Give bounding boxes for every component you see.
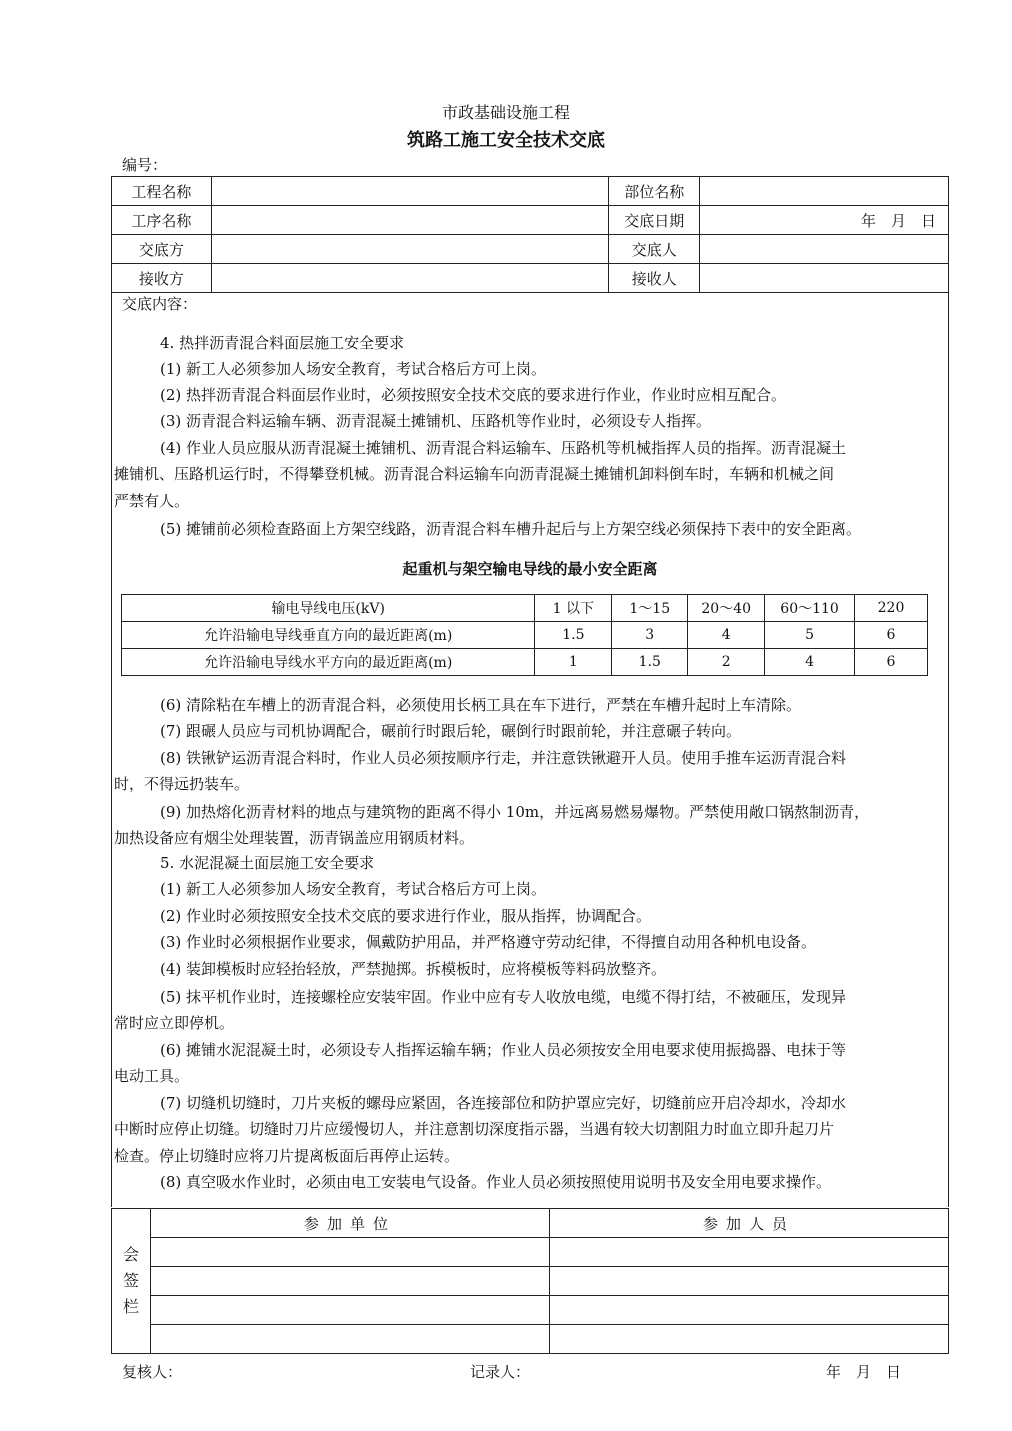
issuer-field[interactable] [211, 235, 608, 264]
process-name-label: 工序名称 [112, 206, 212, 235]
content-label: 交底内容： [122, 295, 198, 313]
content-line: (5) 摊铺前必须检查路面上方架空线路，沥青混合料车槽升起后与上方架空线必须保持下表中的安全距离。 [160, 520, 862, 538]
person-field[interactable] [549, 1267, 948, 1296]
content-line: (3) 作业时必须根据作业要求，佩戴防护用品，并严格遵守劳动纪律，不得擅自动用各种机电设备。 [160, 933, 817, 951]
distance-table-cell: 1 [535, 649, 612, 676]
project-name-label: 工程名称 [112, 177, 212, 206]
content-line: 摊铺机、压路机运行时，不得攀登机械。沥青混合料运输车向沥青混凝土摊铺机卸料倒车时，车辆和机械之间 [114, 465, 835, 483]
distance-table-cell: 4 [688, 622, 765, 649]
content-line: (9) 加热熔化沥青材料的地点与建筑物的距离不得小 10m，并远离易燃易爆物。严禁使用敞口锅熬制沥青， [160, 803, 870, 821]
info-table [111, 176, 949, 293]
unit-header: 参加单位 [150, 1209, 549, 1238]
unit-field[interactable] [150, 1325, 549, 1354]
content-line: (2) 作业时必须按照安全技术交底的要求进行作业，服从指挥，协调配合。 [160, 907, 652, 925]
distance-table-cell: 允许沿输电导线垂直方向的最近距离(m) [122, 622, 535, 649]
footer-date-label: 年 月 日 [826, 1363, 902, 1381]
issuer-label: 交底方 [112, 235, 212, 264]
content-section [111, 290, 949, 1207]
content-line: 中断时应停止切缝。切缝时刀片应缓慢切人，并注意割切深度指示器，当遇有较大切割阻力时血立即升起刀片 [114, 1120, 835, 1138]
distance-table-header-cell: 220 [855, 595, 928, 622]
content-line: 严禁有人。 [114, 492, 190, 510]
content-line: (7) 切缝机切缝时，刀片夹板的螺母应紧固，各连接部位和防护罩应完好，切缝前应开启冷却水，冷却水 [160, 1094, 847, 1112]
content-line: (7) 跟碾人员应与司机协调配合，碾前行时跟后轮，碾倒行时跟前轮，并注意碾子转向。 [160, 722, 742, 740]
content-line: (8) 铁锹铲运沥青混合料时，作业人员必须按顺序行走，并注意铁锹避开人员。使用手推车运沥青混合料 [160, 749, 847, 767]
sign-table [111, 1208, 949, 1354]
issuer-person-label: 交底人 [609, 235, 700, 264]
distance-table-header-cell: 20～40 [688, 595, 765, 622]
distance-table-cell: 2 [688, 649, 765, 676]
content-line: 加热设备应有烟尘处理装置，沥青锅盖应用钢质材料。 [114, 829, 475, 847]
distance-table-cell: 6 [855, 622, 928, 649]
part-name-label: 部位名称 [609, 177, 700, 206]
distance-table [121, 594, 928, 676]
content-line: (8) 真空吸水作业时，必须由电工安装电气设备。作业人员必须按照使用说明书及安全用电要求操作。 [160, 1173, 832, 1191]
distance-table-cell: 4 [765, 649, 855, 676]
process-name-field[interactable] [211, 206, 608, 235]
content-line: 4. 热拌沥青混合料面层施工安全要求 [160, 334, 405, 352]
distance-table-cell: 5 [765, 622, 855, 649]
content-line: (4) 装卸模板时应轻抬轻放，严禁抛掷。拆模板时，应将模板等料码放整齐。 [160, 960, 667, 978]
distance-table-header-cell: 1～15 [612, 595, 688, 622]
person-header: 参加人员 [549, 1209, 948, 1238]
person-field[interactable] [549, 1296, 948, 1325]
recorder-label: 记录人： [470, 1363, 531, 1381]
content-line: (3) 沥青混合料运输车辆、沥青混凝土摊铺机、压路机等作业时，必须设专人指挥。 [160, 412, 712, 430]
reviewer-label: 复核人： [122, 1363, 183, 1381]
content-line: 常时应立即停机。 [114, 1014, 235, 1032]
person-field[interactable] [549, 1238, 948, 1267]
content-line: (1) 新工人必须参加人场安全教育，考试合格后方可上岗。 [160, 880, 547, 898]
content-line: 电动工具。 [114, 1067, 190, 1085]
receiver-field[interactable] [211, 264, 608, 293]
content-line: (4) 作业人员应服从沥青混凝土摊铺机、沥青混合料运输车、压路机等机械指挥人员的指挥。沥青混凝土 [160, 439, 847, 457]
distance-table-cell: 允许沿输电导线水平方向的最近距离(m) [122, 649, 535, 676]
distance-table-header-cell: 60～110 [765, 595, 855, 622]
content-line: 5. 水泥混凝土面层施工安全要求 [160, 854, 375, 872]
person-field[interactable] [549, 1325, 948, 1354]
distance-table-cell: 1.5 [535, 622, 612, 649]
content-line: (6) 摊铺水泥混凝土时，必须设专人指挥运输车辆；作业人员必须按安全用电要求使用振捣器、电抹于等 [160, 1041, 847, 1059]
distance-table-title: 起重机与架空输电导线的最小安全距离 [402, 560, 658, 578]
date-field[interactable]: 年 月 日 [700, 206, 949, 235]
content-line: 时，不得远扔装车。 [114, 775, 250, 793]
distance-table-header-cell: 输电导线电压(kV) [122, 595, 535, 622]
document-subtitle: 市政基础设施工程 [441, 103, 570, 122]
document-title: 筑路工施工安全技术交底 [407, 130, 605, 151]
receiver-person-label: 接收人 [609, 264, 700, 293]
content-line: (5) 抹平机作业时，连接螺栓应安装牢固。作业中应有专人收放电缆，电缆不得打结，不被砸压，发现异 [160, 988, 847, 1006]
sign-side-char: 会 [122, 1245, 139, 1264]
distance-table-header-cell: 1 以下 [535, 595, 612, 622]
receiver-person-field[interactable] [700, 264, 949, 293]
project-name-field[interactable] [211, 177, 608, 206]
receiver-label: 接收方 [112, 264, 212, 293]
sign-side-char: 栏 [122, 1297, 139, 1316]
content-line: (2) 热拌沥青混合料面层作业时，必须按照安全技术交底的要求进行作业，作业时应相互配合。 [160, 386, 787, 404]
date-label: 交底日期 [609, 206, 700, 235]
content-line: (1) 新工人必须参加人场安全教育，考试合格后方可上岗。 [160, 360, 547, 378]
unit-field[interactable] [150, 1267, 549, 1296]
unit-field[interactable] [150, 1238, 549, 1267]
content-line: 检查。停止切缝时应将刀片提离板面后再停止运转。 [114, 1147, 460, 1165]
distance-table-cell: 1.5 [612, 649, 688, 676]
unit-field[interactable] [150, 1296, 549, 1325]
distance-table-cell: 6 [855, 649, 928, 676]
sign-side-label [112, 1209, 151, 1354]
content-line: (6) 清除粘在车槽上的沥青混合料，必须使用长柄工具在车下进行，严禁在车槽升起时上车清除。 [160, 696, 802, 714]
sign-side-char: 签 [122, 1271, 139, 1290]
issuer-person-field[interactable] [700, 235, 949, 264]
part-name-field[interactable] [700, 177, 949, 206]
distance-table-cell: 3 [612, 622, 688, 649]
serial-number-label: 编号： [122, 156, 168, 174]
